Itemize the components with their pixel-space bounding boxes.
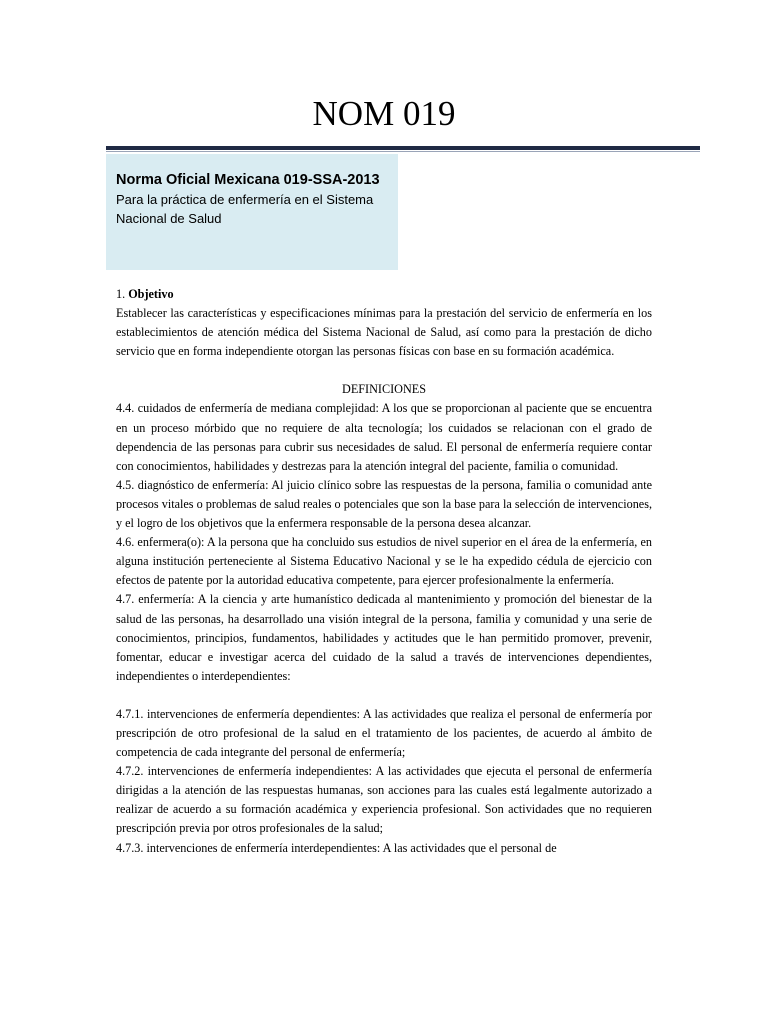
page-title: NOM 019 — [312, 94, 456, 133]
intervention-paragraph: 4.7.1. intervenciones de enfermería dependientes: A las actividades que realiza el personal de enfermería por prescripción de otro profesional de la salud en el tratamiento de los pacientes, de acuerdo al ámbito de competencia de cada integrante del personal de enfermería; — [116, 706, 652, 760]
section-objective-heading — [116, 285, 652, 304]
norm-info-box — [106, 154, 398, 270]
intervention-paragraph: 4.7.2. intervenciones de enfermería independientes: A las actividades que ejecuta el personal de enfermería dirigidas a la atención de las respuestas humanas, son acciones para las cuales está legalmente autorizado a realizar de acuerdo a su formación académica y experiencia profesional. Son actividades que no requieren prescripción previa por otros profesionales de la salud; — [116, 764, 652, 836]
intervention-paragraph: 4.7.3. intervenciones de enfermería interdependientes: A las actividades que el personal de — [116, 840, 557, 855]
definitions-heading: DEFINICIONES — [342, 382, 426, 397]
definition-paragraph: 4.5. diagnóstico de enfermería: Al juicio clínico sobre las respuestas de la persona, familia o comunidad ante procesos vitales o problemas de salud reales o potenciales que son la base para la selección de intervenciones, y el logro de los objetivos que la enfermera responsable de la persona desea alcanzar. — [116, 477, 652, 531]
definition-paragraph: 4.4. cuidados de enfermería de mediana complejidad: A los que se proporcionan al paciente que se encuentra en un proceso mórbido que no requiere de alta tecnología; los cuidados se relacionan con el grado de dependencia de las personas para cubrir sus necesidades de salud. El personal de enfermería requiere contar con conocimientos, habilidades y destrezas para la atención integral del paciente, familia o comunidad. — [116, 401, 652, 473]
title-divider-thin — [106, 151, 700, 152]
definition-paragraph: 4.7. enfermería: A la ciencia y arte humanístico dedicada al mantenimiento y promoción del bienestar de la salud de las personas, ha desarrollado una visión integral de la persona, familia y comunidad y una serie de conocimientos, principios, fundamentos, habilidades y actitudes que le han permitido promover, prevenir, fomentar, educar e investigar acerca del cuidado de la salud a través de intervenciones dependientes, independientes o interdependientes: — [116, 592, 652, 683]
title-divider — [106, 146, 700, 150]
document-body — [116, 285, 652, 858]
norm-title: Norma Oficial Mexicana 019-SSA-2013 — [116, 172, 380, 188]
definition-paragraph: 4.6. enfermera(o): A la persona que ha concluido sus estudios de nivel superior en el área de la enfermería, en alguna institución perteneciente al Sistema Educativo Nacional y se le ha expedido cédula de ejercicio con efectos de patente por la autoridad educativa competente, para ejercer profesionalmente la enfermería. — [116, 535, 652, 588]
section-number: 1. — [116, 287, 129, 301]
objective-paragraph: Establecer las características y especificaciones mínimas para la prestación del servicio de enfermería en los establecimientos de atención médica del Sistema Nacional de Salud, así como para la prestación de dicho servicio que en forma independiente otorgan las personas físicas con base en su formación académica. — [116, 306, 652, 359]
section-heading: Objetivo — [128, 287, 174, 301]
norm-subtitle: Para la práctica de enfermería en el Sistema Nacional de Salud — [116, 192, 374, 226]
